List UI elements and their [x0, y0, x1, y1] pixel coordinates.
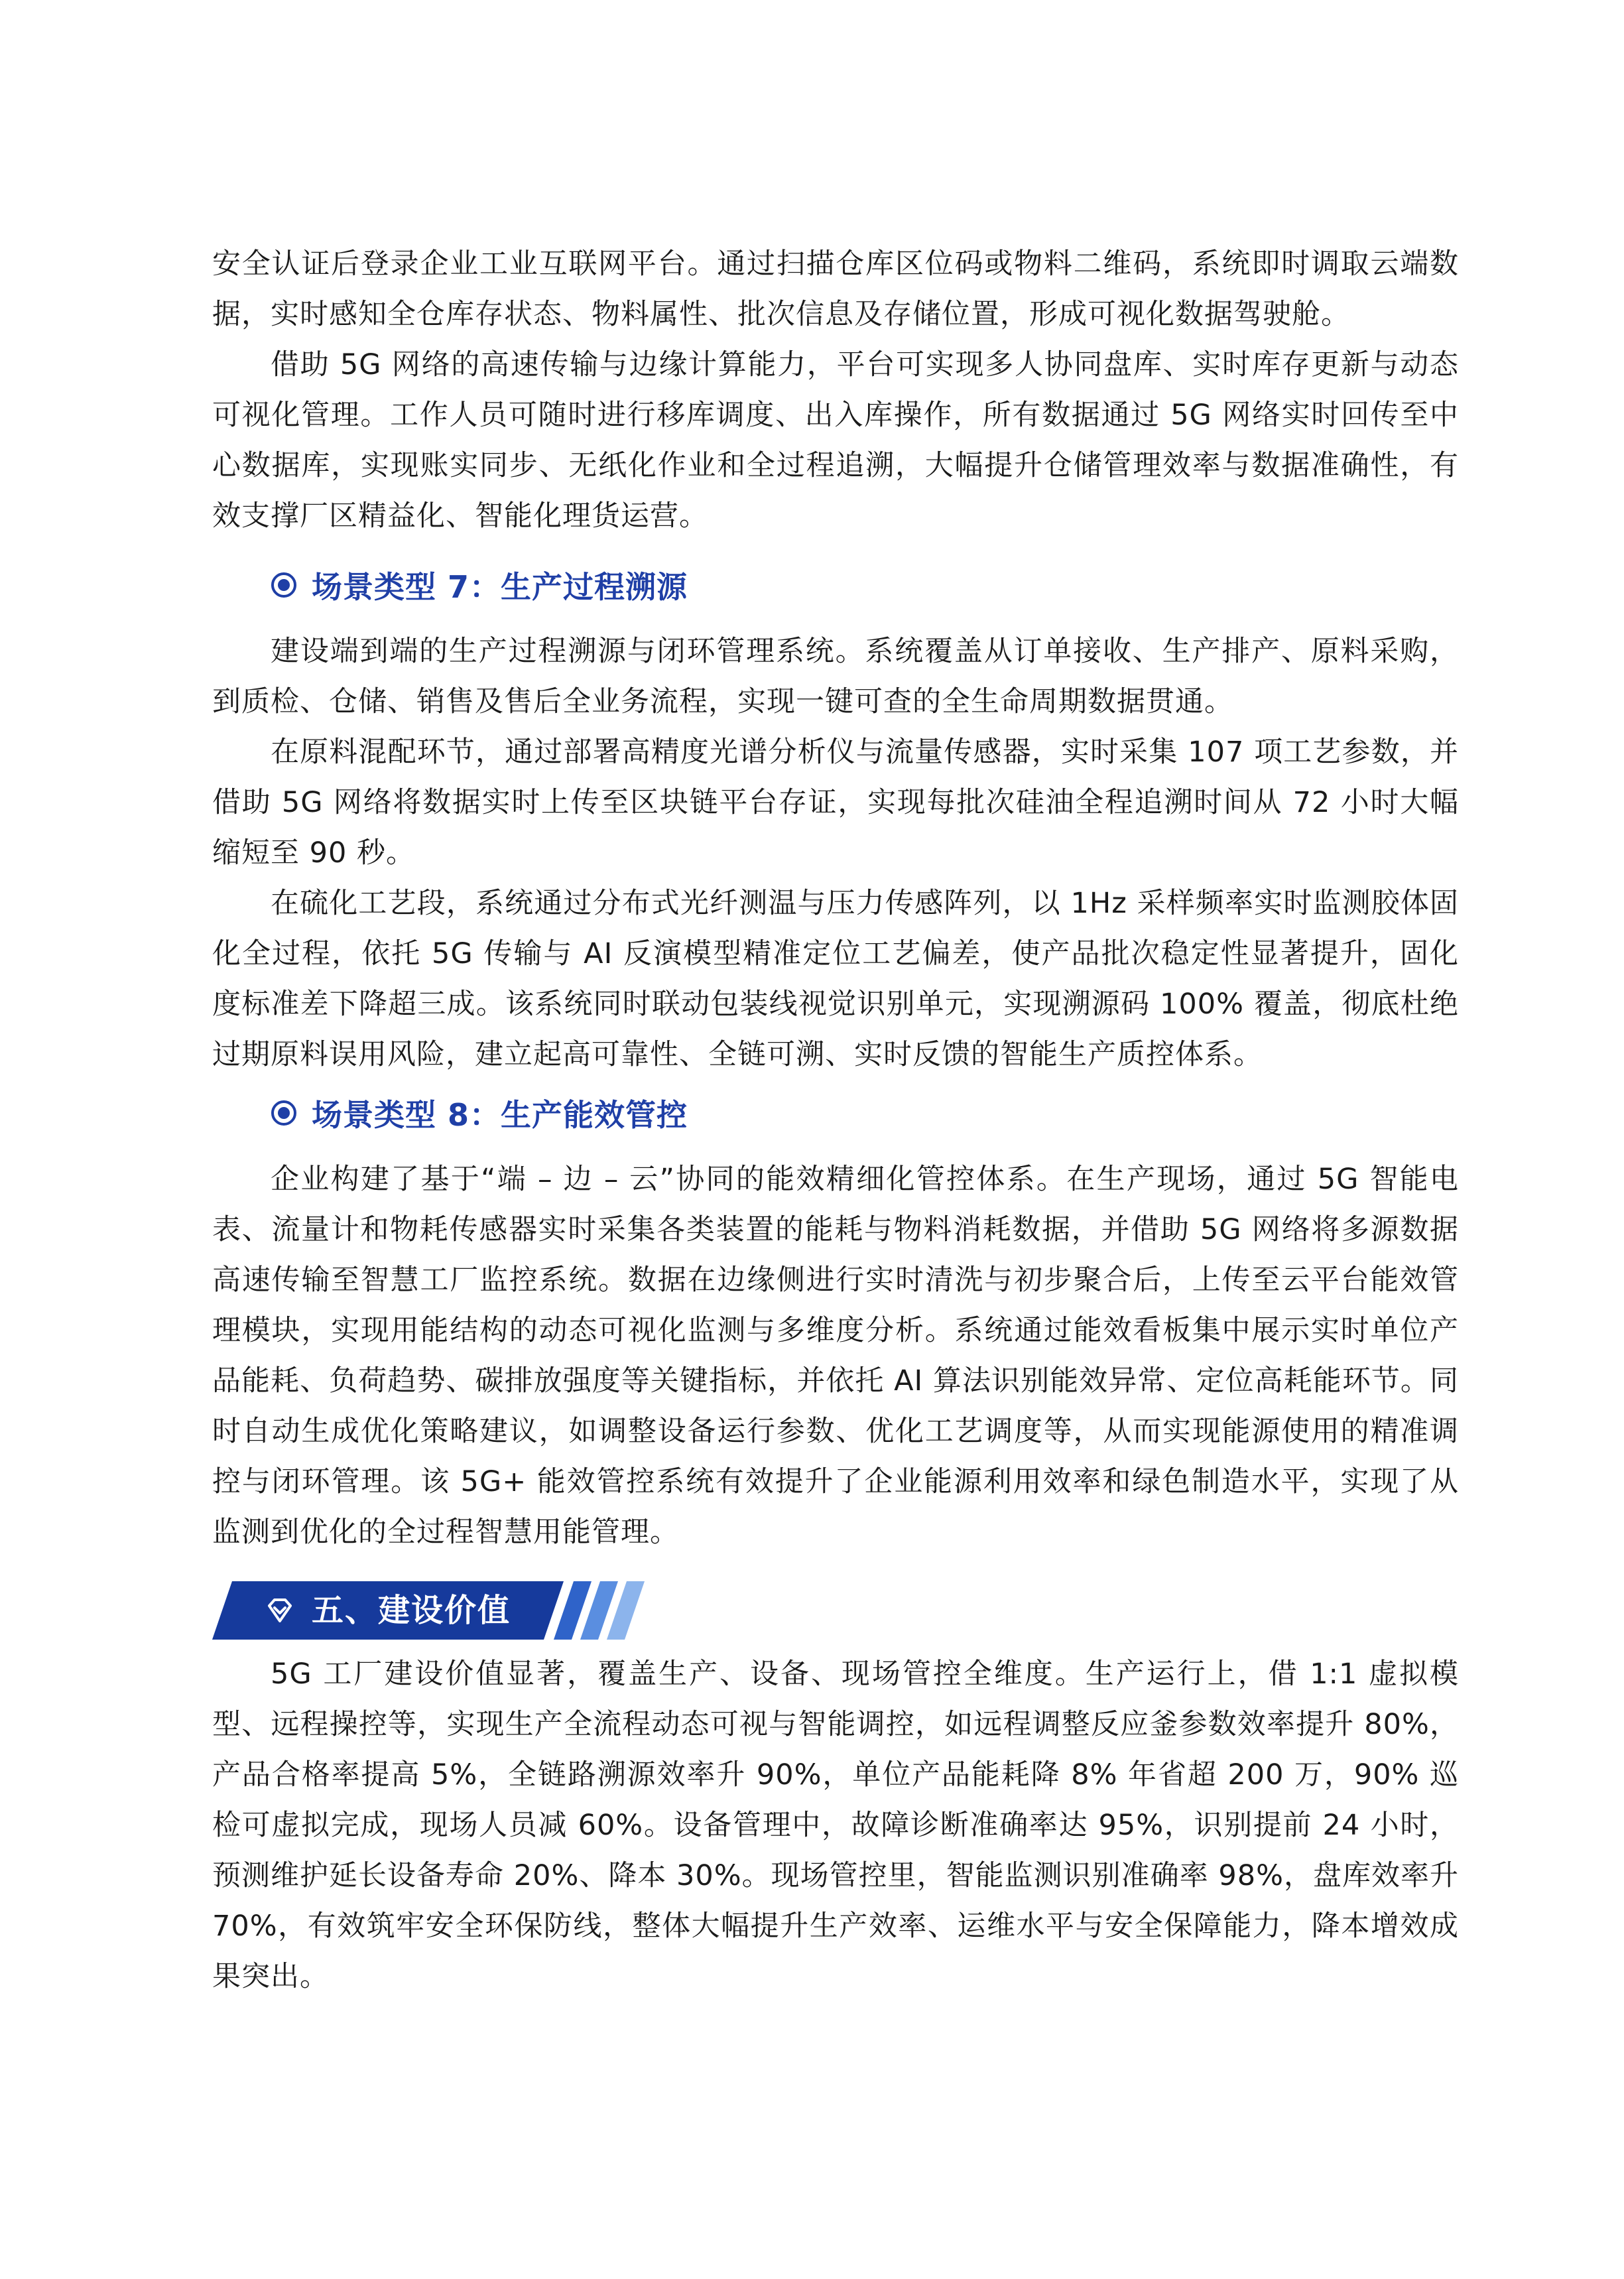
scene-8-heading — [271, 1086, 1459, 1140]
section-5-paragraph-1: 5G 工厂建设价值显著，覆盖生产、设备、现场管控全维度。生产运行上，借 1:1 虚拟模型、远程操控等，实现生产全流程动态可视与智能调控，如远程调整反应釜参数效率提升 80%，产品合格率提高 5%，全链路溯源效率升 90%，单位产品能耗降 8% 年省超 200 万，90% 巡检可虚拟完成，现场人员减 60%。设备管理中，故障诊断准确率达 95%，识别提前 24 小时，预测维护延长设备寿命 20%、降本 30%。现场管控里，智能监测识别准确率 98%，盘库效率升 70%，有效筑牢安全环保防线，整体大幅提升生产效率、运维水平与安全保障能力，降本增效成果突出。 — [212, 1658, 1459, 1993]
scene-8-paragraph-1: 企业构建了基于“端 – 边 – 云”协同的能效精细化管控体系。在生产现场，通过 5G 智能电表、流量计和物耗传感器实时采集各类装置的能耗与物料消耗数据，并借助 5G 网络将多源数据高速传输至智慧工厂监控系统。数据在边缘侧进行实时清洗与初步聚合后，上传至云平台能效管理模块，实现用能结构的动态可视化监测与多维度分析。系统通过能效看板集中展示实时单位产品能耗、负荷趋势、碳排放强度等关键指标，并依托 AI 算法识别能效异常、定位高耗能环节。同时自动生成优化策略建议，如调整设备运行参数、优化工艺调度等，从而实现能源使用的精准调控与闭环管理。该 5G+ 能效管控系统有效提升了企业能源利用效率和绿色制造水平，实现了从监测到优化的全过程智慧用能管理。 — [212, 1163, 1459, 1549]
section-5-banner — [212, 1581, 1459, 1640]
radio-bullet-icon — [271, 572, 297, 598]
scene-7-paragraph-2: 在原料混配环节，通过部署高精度光谱分析仪与流量传感器，实时采集 107 项工艺参数，并借助 5G 网络将数据实时上传至区块链平台存证，实现每批次硅油全程追溯时间从 72 小时大幅缩短至 90 秒。 — [212, 736, 1459, 870]
scene-7-paragraph-1: 建设端到端的生产过程溯源与闭环管理系统。系统覆盖从订单接收、生产排产、原料采购，到质检、仓储、销售及售后全业务流程，实现一键可查的全生命周期数据贯通。 — [212, 635, 1459, 718]
radio-bullet-icon — [271, 1100, 297, 1126]
intro-paragraph-1: 安全认证后登录企业工业互联网平台。通过扫描仓库区位码或物料二维码，系统即时调取云端数据，实时感知全仓库存状态、物料属性、批次信息及存储位置，形成可视化数据驾驶舱。 — [212, 247, 1459, 331]
scene-7-heading — [271, 558, 1459, 612]
scene-8-title: 场景类型 8：生产能效管控 — [312, 1097, 688, 1133]
section-5-title: 五、建设价值 — [312, 1592, 511, 1629]
intro-paragraph-2: 借助 5G 网络的高速传输与边缘计算能力，平台可实现多人协同盘库、实时库存更新与动态可视化管理。工作人员可随时进行移库调度、出入库操作，所有数据通过 5G 网络实时回传至中心数据库，实现账实同步、无纸化作业和全过程追溯，大幅提升仓储管理效率与数据准确性，有效支撑厂区精益化、智能化理货运营。 — [212, 348, 1459, 533]
scene-7-paragraph-3: 在硫化工艺段，系统通过分布式光纤测温与压力传感阵列，以 1Hz 采样频率实时监测胶体固化全过程，依托 5G 传输与 AI 反演模型精准定位工艺偏差，使产品批次稳定性显著提升，固化度标准差下降超三成。该系统同时联动包装线视觉识别单元，实现溯源码 100% 覆盖，彻底杜绝过期原料误用风险，建立起高可靠性、全链可溯、实时反馈的智能生产质控体系。 — [212, 887, 1459, 1071]
page-content — [212, 239, 1459, 2002]
scene-7-title: 场景类型 7：生产过程溯源 — [312, 569, 688, 605]
diamond-icon — [264, 1595, 296, 1626]
